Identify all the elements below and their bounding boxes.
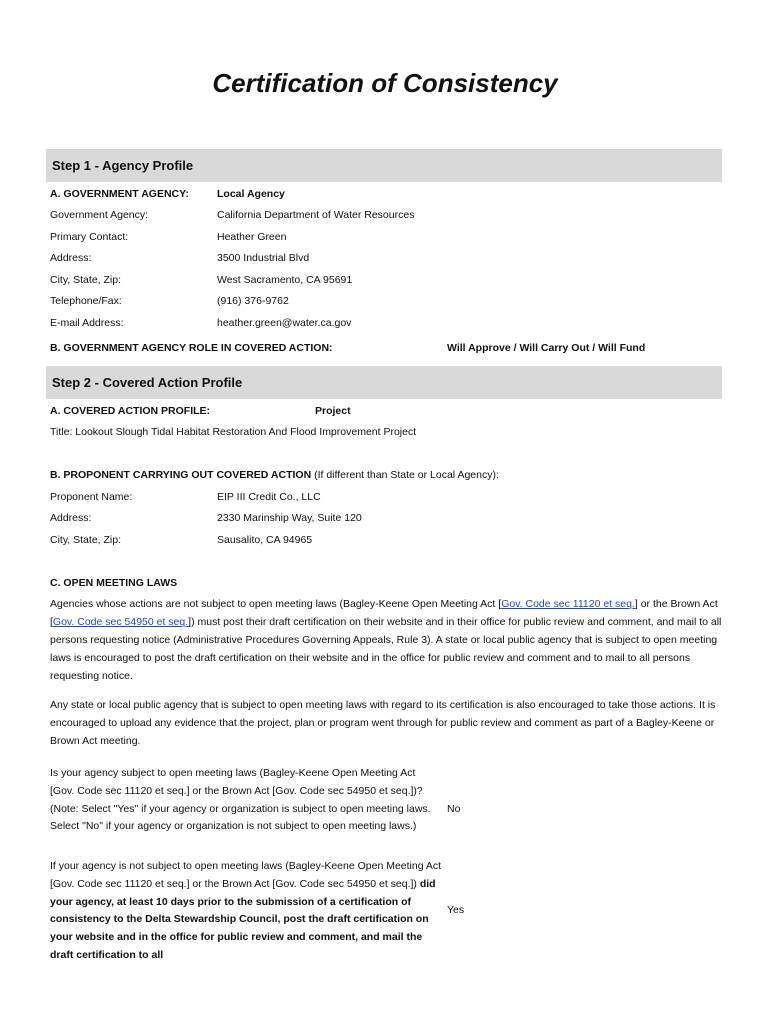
paragraph-text: Agencies whose actions are not subject to open meeting laws (Bagley-Keene Open Meeting Act [ — [50, 598, 502, 610]
covered-action-profile-value: Project — [315, 405, 351, 417]
field-value: heather.green@water.ca.gov — [217, 317, 352, 329]
answer-draft-posted: Yes — [447, 904, 465, 916]
proponent-heading-note: (If different than State or Local Agency): — [311, 469, 499, 481]
gov-code-54950-link[interactable]: Gov. Code sec 54950 et seq. — [52, 616, 189, 628]
covered-action-profile-label: A. COVERED ACTION PROFILE: — [50, 405, 211, 417]
proponent-value: EIP III Credit Co., LLC — [217, 491, 321, 503]
agency-role-label: B. GOVERNMENT AGENCY ROLE IN COVERED ACTION: — [50, 342, 333, 354]
proponent-value: 2330 Marinship Way, Suite 120 — [217, 512, 362, 524]
agency-role-row — [50, 341, 666, 355]
proponent-value: Sausalito, CA 94965 — [217, 534, 313, 546]
government-agency-type-value: Local Agency — [217, 188, 285, 200]
paragraph-text: ] or the Brown Act [ — [50, 598, 718, 628]
proponent-heading — [50, 468, 499, 482]
gov-code-11120-link[interactable]: Gov. Code sec 11120 et seq. — [501, 598, 635, 610]
proponent-label: Address: — [50, 512, 92, 524]
agency-role-value: Will Approve / Will Carry Out / Will Fund — [447, 342, 646, 354]
page-title: Certification of Consistency — [212, 68, 558, 98]
field-value: West Sacramento, CA 95691 — [217, 274, 353, 286]
field-label: City, State, Zip: — [50, 274, 121, 286]
question-draft-posted — [50, 858, 442, 965]
field-label: Telephone/Fax: — [50, 295, 122, 307]
proponent-heading-label: B. PROPONENT CARRYING OUT COVERED ACTION — [50, 469, 312, 481]
field-label: E-mail Address: — [50, 317, 124, 329]
question-text-bold: did your agency, at least 10 days prior to the submission of a certification of consistency to the Delta Stewardship Council, post the draft certification on your website and in the office for public review and comment, and mail the draft certification to all — [50, 877, 436, 961]
field-value: 3500 Industrial Blvd — [217, 252, 310, 264]
field-value: (916) 376-9762 — [217, 295, 289, 307]
answer-open-meeting-laws: No — [447, 803, 461, 815]
field-label: Primary Contact: — [50, 231, 129, 243]
open-meeting-paragraph-2: Any state or local public agency that is subject to open meeting laws with regard to its certification is also encouraged to take those actions. It is encouraged to upload any evidence that the project, plan or program went through for public review and comment as part of a Bagley-Keene or Brown Act meeting. — [50, 699, 716, 747]
paragraph-text: ]) must post their draft certification on their website and in their office for public review and comment, and mail to all persons requesting notice (Administrative Procedures Governing Appeals, Rule 3). A state or local public agency that is subject to open meeting laws is encouraged to post the draft certification on their website and in the office for public review and comment and to mail to all persons requesting notice. — [50, 616, 722, 682]
proponent-label: City, State, Zip: — [50, 534, 121, 546]
question-open-meeting-laws: Is your agency subject to open meeting laws (Bagley-Keene Open Meeting Act [Gov. Code sec 11120 et seq.] or the Brown Act [Gov. Code sec 54950 et seq.])? (Note: Select "Yes" if your agency or organization is subject to open meeting laws. Select "No" if your agency or organization is not subject to open meeting laws.) — [50, 767, 431, 833]
field-label: Address: — [50, 252, 92, 264]
open-meeting-heading: C. OPEN MEETING LAWS — [50, 577, 178, 589]
question-text: If your agency is not subject to open meeting laws (Bagley-Keene Open Meeting Act [Gov. Code sec 11120 et seq.] or the Brown Act [Gov. Code sec 54950 et seq.]) — [50, 860, 442, 890]
proponent-label: Proponent Name: — [50, 491, 133, 503]
step2-header: Step 2 - Covered Action Profile — [46, 366, 722, 399]
project-title: Title: Lookout Slough Tidal Habitat Restoration And Flood Improvement Project — [50, 426, 417, 438]
open-meeting-paragraph-1 — [50, 595, 722, 685]
step1-header: Step 1 - Agency Profile — [46, 149, 722, 182]
field-label: Government Agency: — [50, 209, 149, 221]
field-value: California Department of Water Resources — [217, 209, 415, 221]
field-value: Heather Green — [217, 231, 287, 243]
government-agency-type-label: A. GOVERNMENT AGENCY: — [50, 188, 189, 200]
